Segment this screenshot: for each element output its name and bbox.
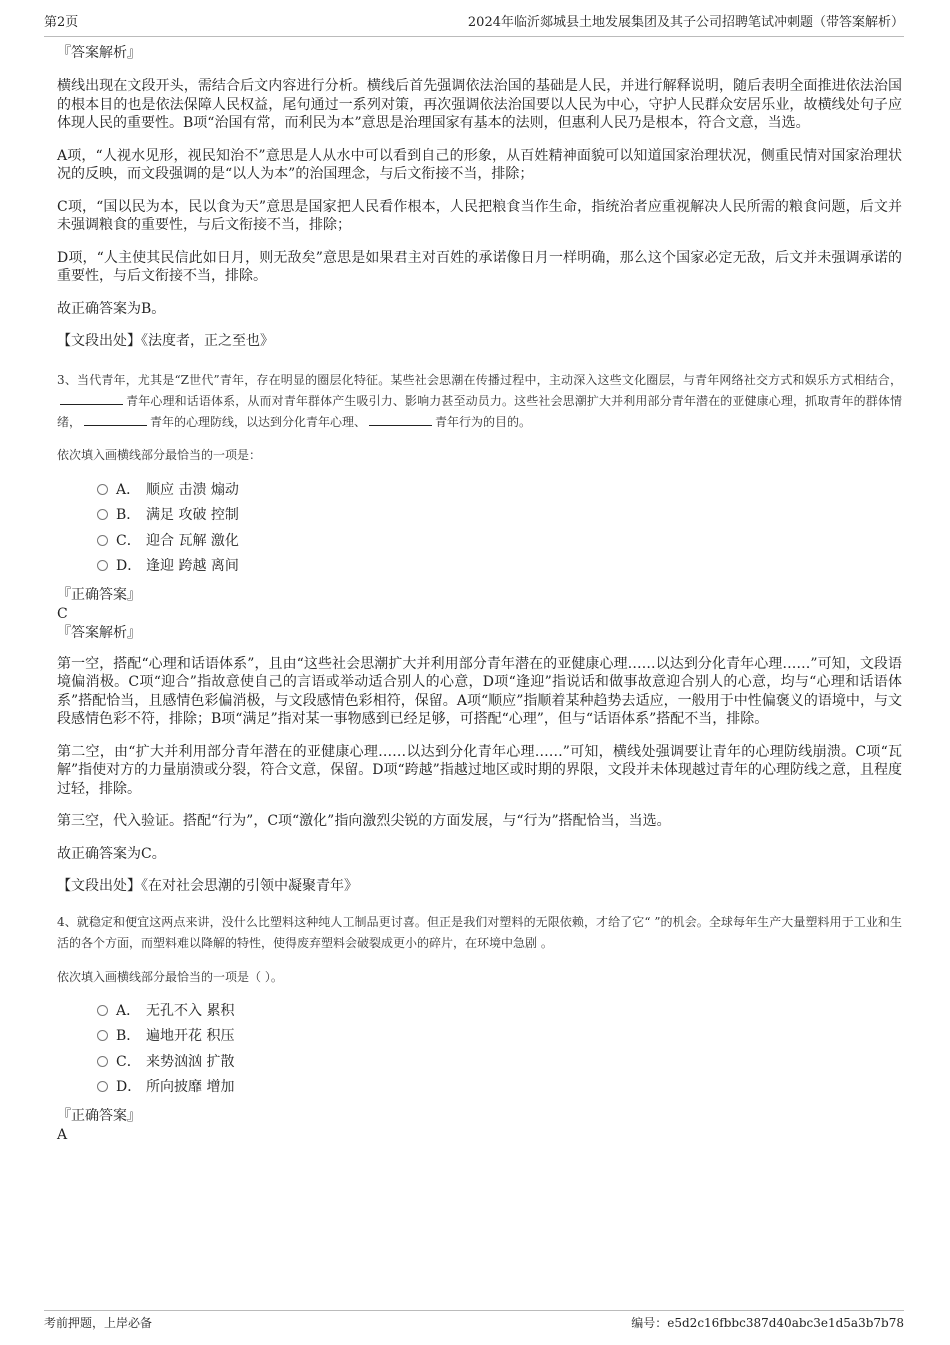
q4-answer-heading: 『正确答案』 [57,1107,141,1124]
q2-analysis-p1: 横线出现在文段开头，需结合后文内容进行分析。横线后首先强调依法治国的基础是人民，并进行解释说明，随后表明全面推进依法治国的根本目的也是依法保障人民权益，尾句通过一系列对策，再次强调依法治国要以人民为中心，守护人民群众安居乐业，故横线处句子应体现人民的重要性。B项“治国有常，而利民为本”意思是治理国家有基本的法则，但惠利人民乃是根本，符合文意，当选。 [57,78,902,131]
q3-analysis-heading: 『答案解析』 [57,624,141,641]
q2-analysis-p3: C项，“国以民为本，民以食为天”意思是国家把人民看作根本，人民把粮食当作生命，指统治者应重视解决人民所需的粮食问题，后文并未强调粮食的重要性，与后文衔接不当，排除； [57,198,902,233]
q3-blank-3 [369,413,432,426]
q4-option-d[interactable]: D． 所向披靡 增加 [97,1075,902,1101]
radio-icon[interactable] [97,1030,108,1041]
q3-stem [57,370,902,433]
q4-instruction: 依次填入画横线部分最恰当的一项是（ ）。 [57,969,283,984]
q3-stem-part-1: 3、当代青年，尤其是“Z世代”青年，存在明显的圈层化特征。某些社会思潮在传播过程中，主动深入这些文化圈层，与青年网络社交方式和娱乐方式相结合， [57,372,902,387]
q3-blank-1 [60,392,123,405]
q2-conclusion: 故正确答案为B。 [57,300,166,317]
q3-stem-part-3: 青年的心理防线，以达到分化青年心理、 [150,414,367,429]
page-number: 第2页 [44,15,79,30]
q4-options [97,999,902,1101]
q3-blank-2 [84,413,147,426]
q3-conclusion: 故正确答案为C。 [57,845,166,862]
q4-answer: A [57,1126,68,1143]
radio-icon[interactable] [97,509,108,520]
radio-icon[interactable] [97,535,108,546]
footer-slogan: 考前押题，上岸必备 [44,1316,153,1330]
q4-option-c[interactable]: C． 来势汹汹 扩散 [97,1050,902,1076]
page-header [44,12,904,37]
q2-analysis-heading: 『答案解析』 [57,45,141,61]
q3-analysis-p1: 第一空，搭配“心理和话语体系”，且由“这些社会思潮扩大并利用部分青年潜在的亚健康心理……以达到分化青年心理……”可知，文段语境偏消极。C项“迎合”指故意使自己的言语或举动适合别人的心意，D项“逢迎”指说话和做事故意迎合别人的心意，均与“心理和话语体系”搭配恰当，且感情色彩偏消极，与文段感情色彩相符，保留。A项“顺应”指顺着某种趋势去适应，一般用于中性偏褒义的语境中，与文段感情色彩不符，排除；B项“满足”指对某一事物感到已经足够，可搭配“心理”，但与“话语体系”搭配不当，排除。 [57,655,902,727]
q3-instruction: 依次填入画横线部分最恰当的一项是： [57,447,262,462]
q3-source: 【文段出处】《在对社会思潮的引领中凝聚青年》 [57,878,358,894]
q4-stem: 4、就稳定和便宜这两点来讲，没什么比塑料这种纯人工制品更讨喜。但正是我们对塑料的无限依赖，才给了它“ ”的机会。全球每年生产大量塑料用于工业和生活的各个方面，而塑料难以降解的特性，使得废弃塑料会破裂成更小的碎片，在环境中急剧 。 [57,914,902,950]
q3-option-a[interactable]: A． 顺应 击溃 煽动 [97,478,902,504]
radio-icon[interactable] [97,1056,108,1067]
radio-icon[interactable] [97,560,108,571]
q3-option-c[interactable]: C． 迎合 瓦解 激化 [97,529,902,555]
q2-analysis-p2: A项，“人视水见形，视民知治不”意思是人从水中可以看到自己的形象，从百姓精神面貌可以知道国家治理状况，侧重民情对国家治理状况的反映，而文段强调的是“以人为本”的治国理念，与后文衔接不当，排除； [57,147,902,182]
q3-option-d[interactable]: D． 逢迎 跨越 离间 [97,554,902,580]
q3-stem-part-2: 青年心理和话语体系，从而对青年群体产生吸引力、影响力甚至动员力。这些社会思潮扩大并利用部分青年潜在的亚健康心理，抓取青年的群体情绪， [57,393,902,429]
radio-icon[interactable] [97,484,108,495]
q3-answer-heading: 『正确答案』 [57,586,141,603]
radio-icon[interactable] [97,1005,108,1016]
page-footer [44,1310,904,1330]
document-id: 编号：e5d2c16fbbc387d40abc3e1d5a3b7b78 [631,1316,904,1330]
q3-analysis-p2: 第二空，由“扩大并利用部分青年潜在的亚健康心理……以达到分化青年心理……”可知，横线处强调要让青年的心理防线崩溃。C项“瓦解”指使对方的力量崩溃或分裂，符合文意，保留。D项“跨越”指越过地区或时期的界限，文段并未体现越过青年的心理防线之意，且程度过轻，排除。 [57,743,902,797]
q3-answer: C [57,605,68,622]
q3-options [97,478,902,580]
q4-option-a[interactable]: A． 无孔不入 累积 [97,999,902,1025]
document-title: 2024年临沂郯城县土地发展集团及其子公司招聘笔试冲刺题（带答案解析） [467,15,904,30]
page-content [57,44,902,1145]
q3-option-b[interactable]: B． 满足 攻破 控制 [97,503,902,529]
q3-analysis-p3: 第三空，代入验证。搭配“行为”，C项“激化”指向激烈尖锐的方面发展，与“行为”搭配恰当，当选。 [57,813,671,829]
q2-analysis-p4: D项，“人主使其民信此如日月，则无敌矣”意思是如果君主对百姓的承诺像日月一样明确，那么这个国家必定无敌，后文并未强调承诺的重要性，与后文衔接不当，排除。 [57,249,902,284]
q3-stem-part-4: 青年行为的目的。 [435,414,532,429]
radio-icon[interactable] [97,1081,108,1092]
q4-option-b[interactable]: B． 遍地开花 积压 [97,1024,902,1050]
q2-source: 【文段出处】《法度者，正之至也》 [57,333,274,349]
